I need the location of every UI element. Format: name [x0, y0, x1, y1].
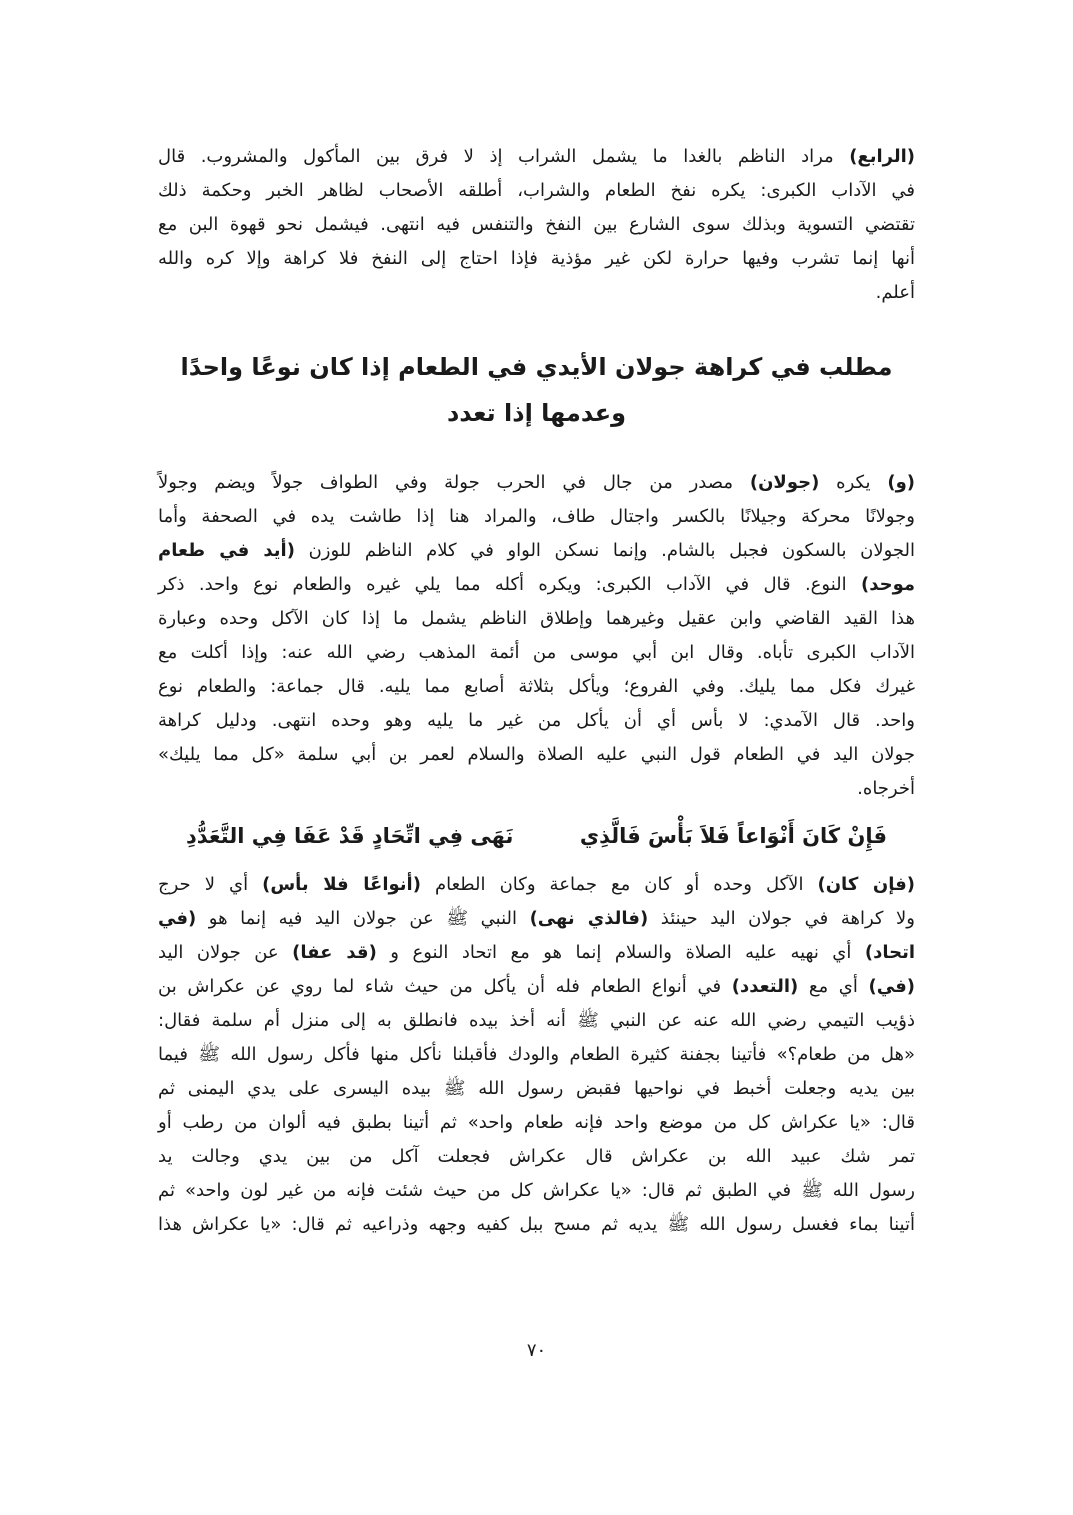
bold-quote-segment: (جولان) — [749, 472, 820, 493]
text-segment: في أنواع الطعام فله أن يأكل من حيث شاء لما روي عن عكراش بن — [158, 976, 732, 997]
text-line — [158, 704, 915, 738]
text-line — [158, 1038, 915, 1072]
text-line — [158, 534, 915, 568]
text-line — [158, 970, 915, 1004]
text-segment: الآداب الكبرى تأباه. وقال ابن أبي موسى من أئمة المذهب رضي الله عنه: وإذا أكلت مع — [158, 642, 915, 663]
text-segment: أي نهيه عليه الصلاة والسلام إنما هو مع اتحاد النوع و — [376, 942, 865, 963]
text-segment: ذؤيب التيمي رضي الله عنه عن النبي ﷺ أنه أخذ بيده فانطلق به إلى منزل أم سلمة فقال: — [158, 1010, 915, 1031]
bold-quote-segment: (الرابع) — [849, 146, 915, 167]
text-line — [158, 242, 915, 276]
text-segment: النبي ﷺ عن جولان اليد فيه إنما هو — [196, 908, 530, 929]
bold-quote-segment: (في — [158, 908, 197, 929]
text-segment: بين يديه وجعلت أخبط في نواحيها فقبض رسول الله ﷺ بيده اليسرى على يدي اليمنى ثم — [158, 1078, 915, 1099]
page-number: ٧٠ — [526, 1340, 547, 1361]
bold-quote-segment: (أيد في طعام — [158, 540, 295, 561]
text-line — [158, 670, 915, 704]
text-line — [158, 1174, 915, 1208]
text-segment: أعلم. — [875, 282, 915, 303]
text-line — [158, 1140, 915, 1174]
text-segment: الجولان بالسكون فجبل بالشام. وإنما نسكن الواو في كلام الناظم للوزن — [294, 540, 916, 561]
poem-verse — [158, 814, 915, 858]
text-line — [158, 568, 915, 602]
page-body — [158, 140, 915, 1242]
bold-quote-segment: (قد عفا) — [292, 942, 377, 963]
text-line — [158, 772, 915, 806]
text-segment: أي لا حرج — [158, 874, 263, 895]
text-line — [158, 174, 915, 208]
text-segment: هذا القيد القاضي وابن عقيل وغيرهما وإطلاق الناظم يشمل ما إذا كان الآكل وحده وعبارة — [158, 608, 915, 629]
text-line — [158, 936, 915, 970]
paragraph-intro — [158, 140, 915, 310]
text-segment: يكره — [819, 472, 888, 493]
text-line — [158, 1106, 915, 1140]
text-line — [158, 1004, 915, 1038]
text-line — [158, 636, 915, 670]
text-segment: قال: «يا عكراش كل من موضع واحد فإنه طعام واحد» ثم أتينا بطبق فيه ألوان من رطب أو — [158, 1112, 915, 1133]
bold-quote-segment: (أنواعًا فلا بأس) — [262, 874, 421, 895]
text-line — [158, 276, 915, 310]
bold-quote-segment: (فالذي نهى) — [529, 908, 649, 929]
text-segment: أي مع — [798, 976, 869, 997]
bold-quote-segment: (التعدد) — [731, 976, 799, 997]
section-heading — [158, 344, 915, 436]
text-segment: «هل من طعام؟» فأتينا بجفنة كثيرة الطعام والودك فأقبلنا نأكل منها فأكل رسول الله ﷺ فيما — [158, 1044, 915, 1065]
text-line — [158, 868, 915, 902]
text-segment: غيرك فكل مما يليك. وفي الفروع؛ ويأكل بثلاثة أصابع مما يليه. قال جماعة: والطعام نوع — [158, 676, 915, 697]
text-segment: جولان اليد في الطعام قول النبي عليه الصلاة والسلام لعمر بن أبي سلمة «كل مما يليك» — [158, 744, 915, 765]
text-line — [158, 466, 915, 500]
text-segment: النوع. قال في الآداب الكبرى: ويكره أكله مما يلي غيره والطعام نوع واحد. ذكر — [158, 574, 861, 595]
bold-quote-segment: اتحاد) — [864, 942, 915, 963]
text-segment: أخرجاه. — [857, 778, 915, 799]
bold-quote-segment: (و) — [887, 472, 916, 493]
text-line — [158, 602, 915, 636]
bold-quote-segment: (فإن كان) — [817, 874, 915, 895]
text-segment: عن جولان اليد — [158, 942, 293, 963]
text-segment: ولا كراهة في جولان اليد حينئذ — [648, 908, 915, 929]
verse-hemistich-1: فَإِنْ كَانَ أَنْوَاعاً فَلاَ بَأْسَ فَالَّذِي — [579, 824, 887, 848]
text-segment: أتينا بماء فغسل رسول الله ﷺ يديه ثم مسح ببل كفيه وجهه وذراعيه ثم قال: «يا عكراش هذا — [158, 1214, 915, 1235]
verse-hemistich-2: نَهَى فِي اتِّحَادٍ قَدْ عَفَا فِي التَّعَدُّدِ — [186, 824, 514, 848]
text-segment: الآكل وحده أو كان مع جماعة وكان الطعام — [420, 874, 818, 895]
bold-quote-segment: (في) — [868, 976, 915, 997]
text-segment: واحد. قال الآمدي: لا بأس أي أن يأكل من غير ما يليه وهو وحده انتهى. ودليل كراهة — [158, 710, 915, 731]
text-line — [158, 1208, 915, 1242]
heading-line-1: مطلب في كراهة جولان الأيدي في الطعام إذا كان نوعًا واحدًا — [180, 353, 893, 381]
text-segment: في الآداب الكبرى: يكره نفخ الطعام والشراب، أطلقه الأصحاب لظاهر الخبر وحكمة ذلك — [158, 180, 915, 201]
text-line — [158, 208, 915, 242]
paragraph-commentary — [158, 466, 915, 806]
text-segment: مصدر من جال في الحرب جولة وفي الطواف جولاً ويضم وجولاً — [158, 472, 750, 493]
bold-quote-segment: موحد) — [860, 574, 915, 595]
text-segment: تقتضي التسوية وبذلك سوى الشارع بين النفخ والتنفس فيه انتهى. فيشمل نحو قهوة البن مع — [158, 214, 915, 235]
text-segment: تمر شك عبيد الله بن عكراش قال عكراش فجعلت آكل من بين يدي وجالت يد — [158, 1146, 915, 1167]
paragraph-verse-explanation — [158, 868, 915, 1242]
heading-line-2: وعدمها إذا تعدد — [446, 399, 627, 427]
text-line — [158, 902, 915, 936]
text-line — [158, 1072, 915, 1106]
text-line — [158, 140, 915, 174]
text-line — [158, 738, 915, 772]
text-segment: مراد الناظم بالغدا ما يشمل الشراب إذ لا فرق بين المأكول والمشروب. قال — [158, 146, 850, 167]
text-segment: رسول الله ﷺ في الطبق ثم قال: «يا عكراش كل من حيث شئت فإنه من غير لون واحد» ثم — [158, 1180, 915, 1201]
text-segment: أنها إنما تشرب وفيها حرارة لكن غير مؤذية فإذا احتاج إلى النفخ فلا كراهة وإلا كره والله — [158, 248, 915, 269]
text-line — [158, 500, 915, 534]
text-segment: وجولانًا محركة وجيلانًا بالكسر واجتال طاف، والمراد هنا إذا طاشت يده في الصحفة وأما — [158, 506, 915, 527]
